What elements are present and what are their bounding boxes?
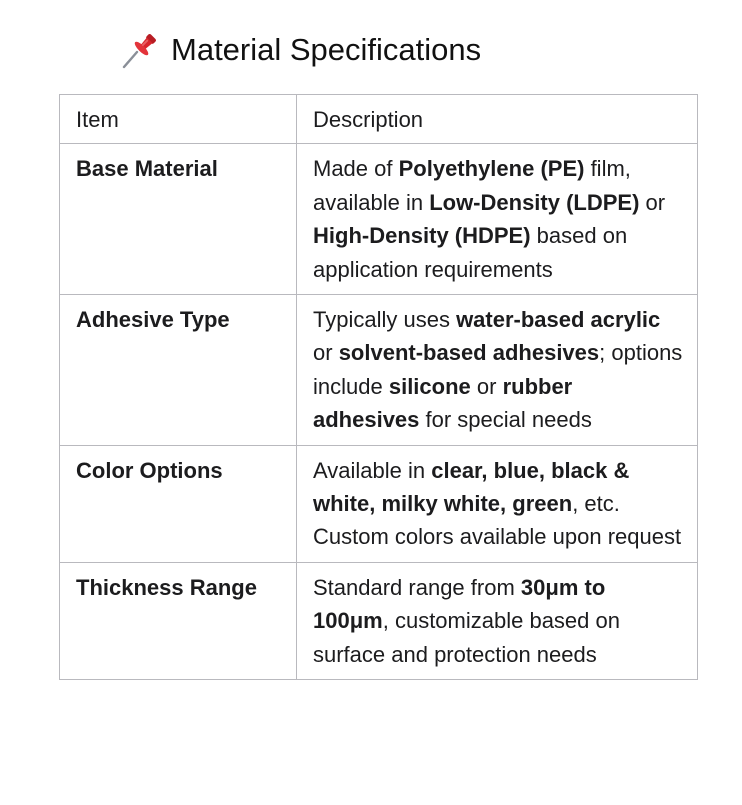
bold-term: clear, blue, black & white, milky white, green	[313, 457, 630, 517]
page-heading	[120, 26, 481, 74]
table-header-row	[60, 95, 698, 144]
bold-term: Polyethylene (PE)	[398, 156, 585, 182]
bold-term: Low-Density (LDPE)	[429, 189, 640, 215]
item-cell: Base Material	[60, 144, 297, 295]
page-title: Material Specifications	[171, 32, 482, 67]
bold-term: 30μm to 100μm	[313, 574, 606, 634]
table-row	[60, 445, 698, 562]
pushpin-icon	[120, 30, 160, 70]
item-cell: Thickness Range	[60, 562, 297, 679]
bold-term: solvent-based adhesives	[338, 340, 600, 366]
description-cell: Made of Polyethylene (PE) film, available in Low-Density (LDPE) or High-Density (HDPE) based on application requirements	[297, 144, 698, 295]
item-cell: Adhesive Type	[60, 295, 297, 446]
bold-term: rubber adhesives	[313, 373, 573, 433]
description-cell: Standard range from 30μm to 100μm, customizable based on surface and protection needs	[297, 562, 698, 679]
description-cell: Typically uses water-based acrylic or solvent-based adhesives; options include silicone or rubber adhesives for special needs	[297, 295, 698, 446]
table-row	[60, 295, 698, 446]
column-header-item: Item	[60, 95, 297, 144]
column-header-description: Description	[297, 95, 698, 144]
spec-table	[59, 94, 698, 680]
table-row	[60, 144, 698, 295]
bold-term: silicone	[388, 373, 471, 399]
bold-term: High-Density (HDPE)	[313, 223, 531, 249]
description-cell: Available in clear, blue, black & white, milky white, green, etc. Custom colors available upon request	[297, 445, 698, 562]
bold-term: water-based acrylic	[456, 307, 661, 333]
table-row	[60, 562, 698, 679]
item-cell: Color Options	[60, 445, 297, 562]
